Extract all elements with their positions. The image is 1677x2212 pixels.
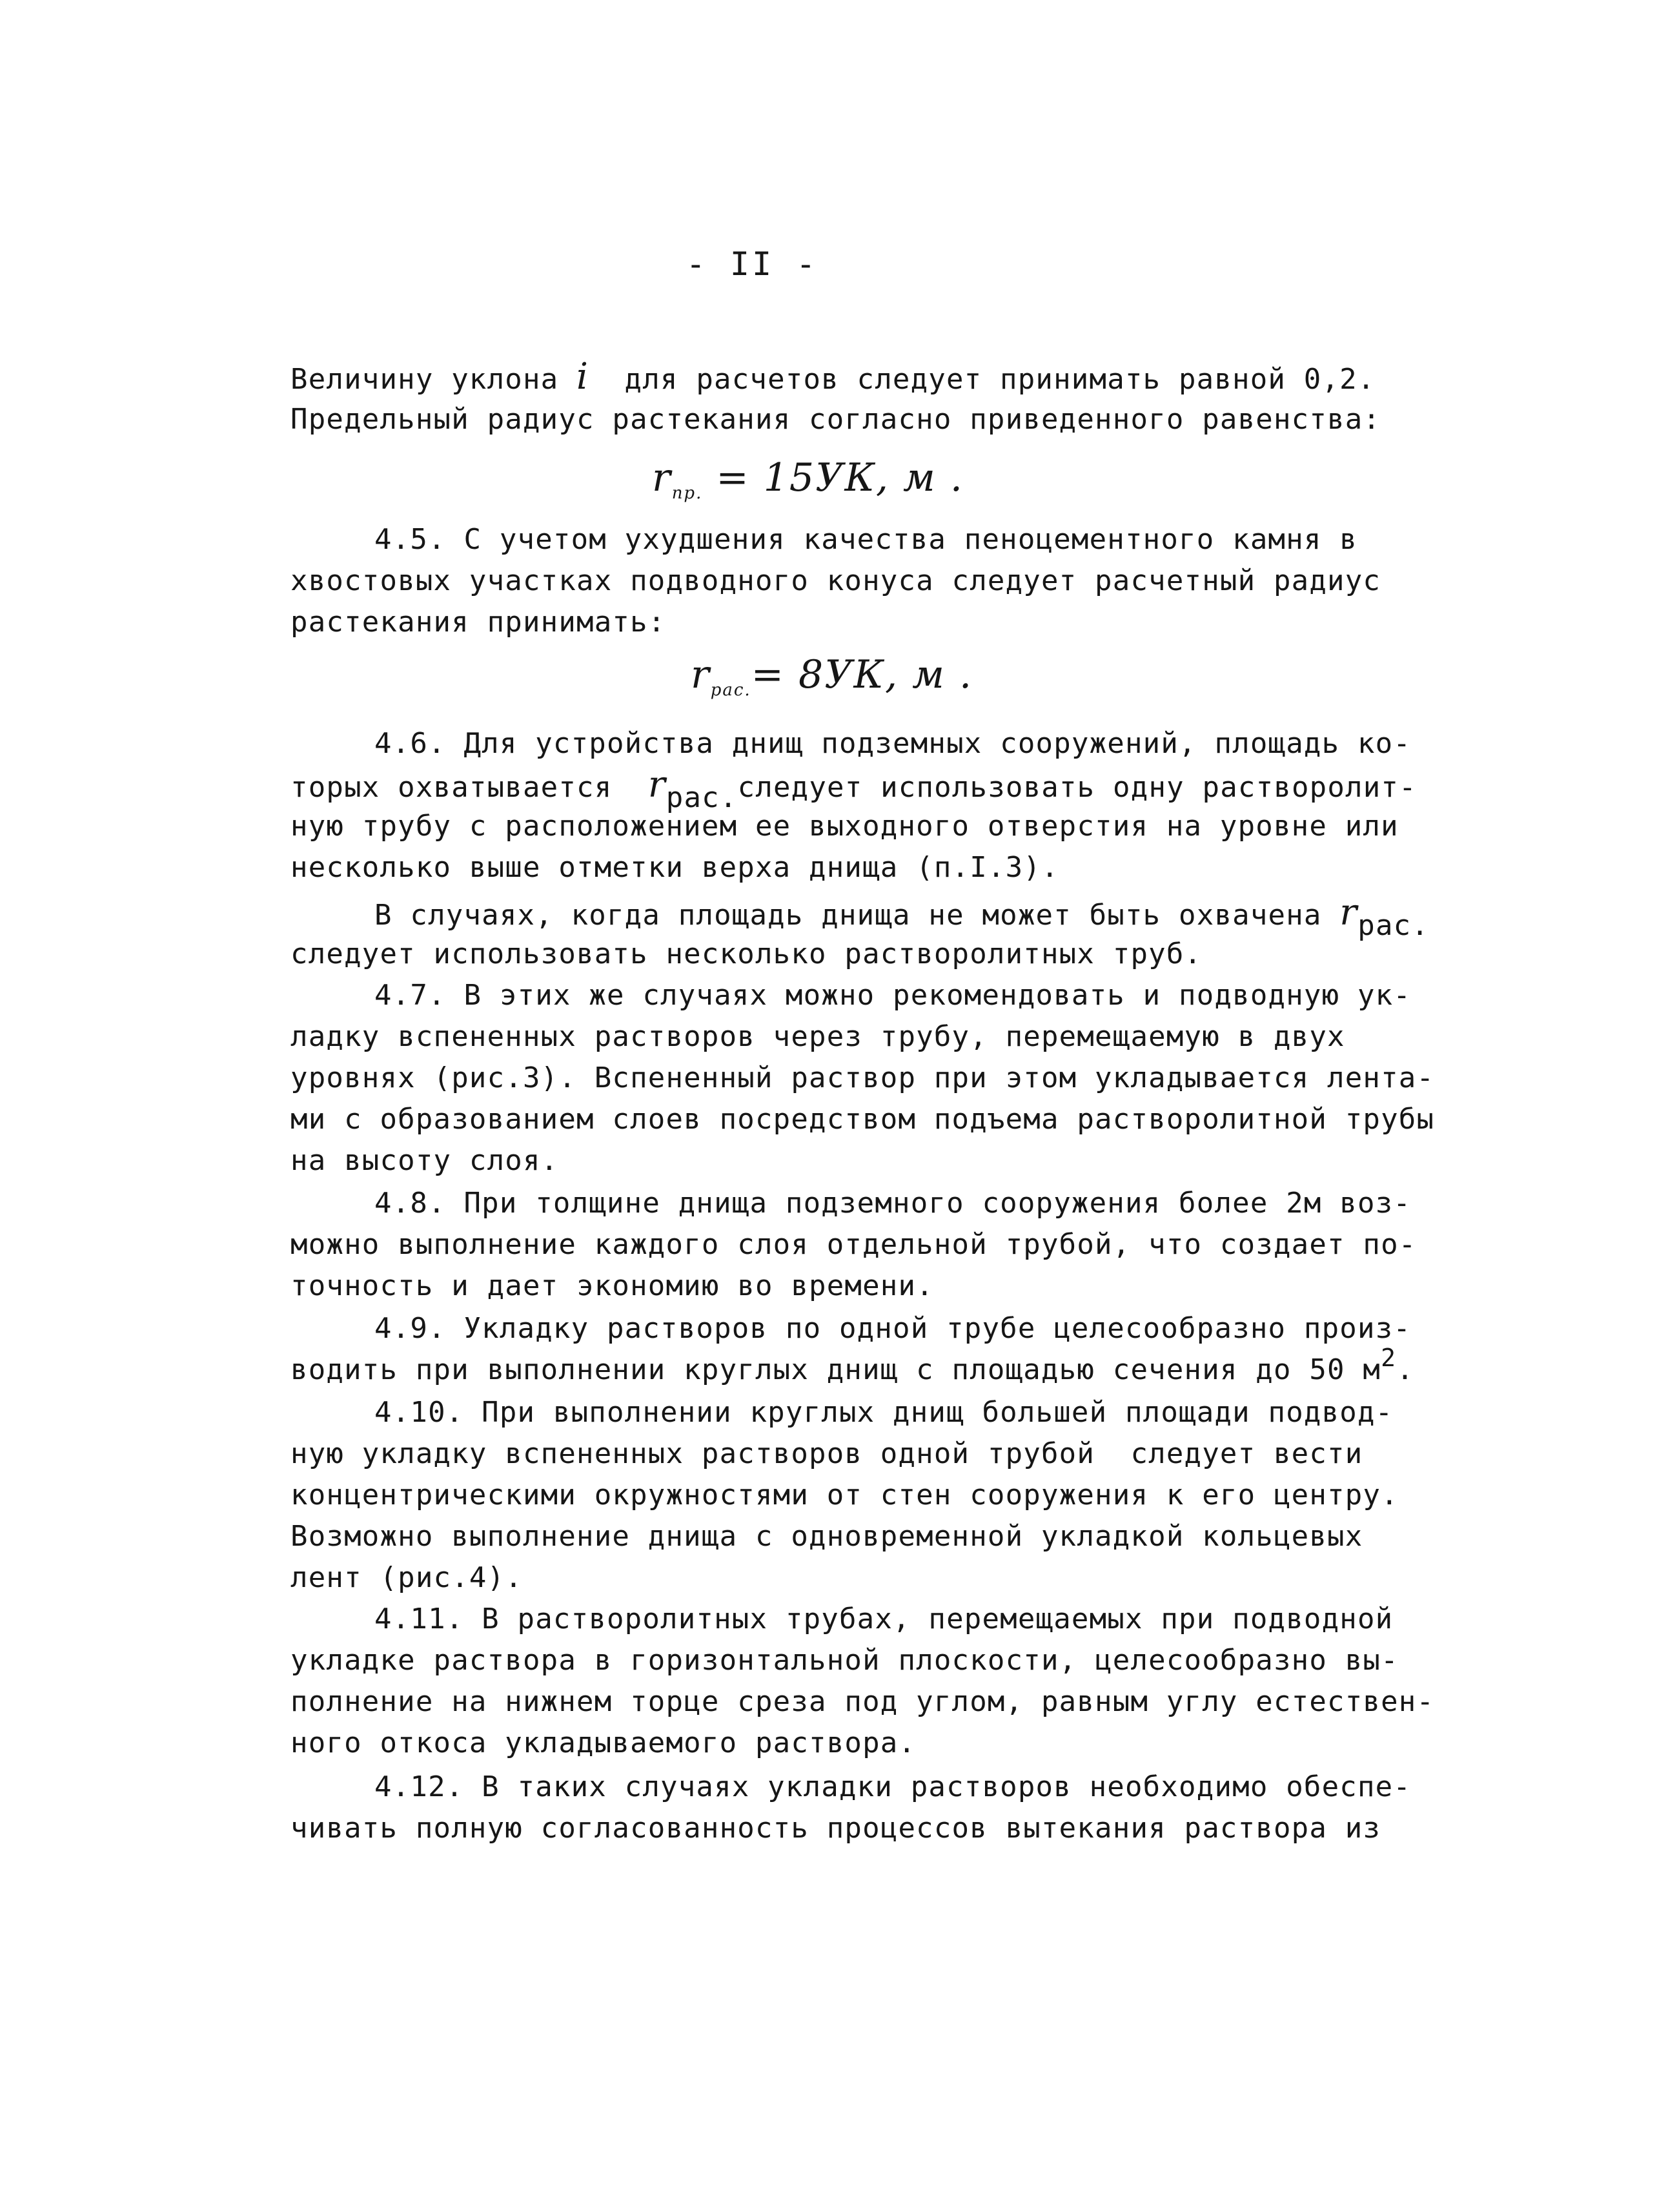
text-line-29: полнение на нижнем торце среза под углом, равным углу естествен-	[290, 1685, 1435, 1718]
text-line-13: ладку вспененных растворов через трубу, перемещаемую в двух	[290, 1020, 1345, 1053]
text-line-4: хвостовых участках подводного конуса следует расчетный радиус	[290, 564, 1381, 597]
text-line-21: водить при выполнении круглых днищ с площадью сечения до 50 $м^2$.	[290, 1344, 1414, 1386]
text-line-3: 4.5. С учетом ухудшения качества пеноцементного камня в	[374, 523, 1357, 556]
text-line-22: 4.10. При выполнении круглых днищ большей площади подвод-	[374, 1396, 1394, 1429]
text-line-15: ми с образованием слоев посредством подъема растворолитной трубы	[290, 1103, 1435, 1136]
text-line-18: можно выполнение каждого слоя отдельной трубой, что создает по-	[290, 1228, 1417, 1261]
text-line-2: Предельный радиус растекания согласно приведенного равенства:	[290, 403, 1381, 436]
text-line-24: концентрическими окружностями от стен сооружения к его центру.	[290, 1479, 1399, 1511]
text-line-28: укладке раствора в горизонтальной плоскости, целесообразно вы-	[290, 1644, 1399, 1677]
text-line-30: ного откоса укладываемого раствора.	[290, 1726, 917, 1759]
text-line-32: чивать полную согласованность процессов вытекания раствора из	[290, 1812, 1381, 1845]
text-line-23: ную укладку вспененных растворов одной трубой следует вести	[290, 1437, 1363, 1470]
text-line-31: 4.12. В таких случаях укладки растворов необходимо обеспе-	[374, 1770, 1412, 1803]
text-line-19: точность и дает экономию во времени.	[290, 1269, 934, 1302]
page-number: - II -	[686, 245, 818, 283]
text-line-7: торых охватывается rрас.следует использовать одну растворолит-	[290, 764, 1417, 814]
text-line-16: на высоту слоя.	[290, 1144, 559, 1177]
text-line-20: 4.9. Укладку растворов по одной трубе целесообразно произ-	[374, 1312, 1412, 1345]
text-line-8: ную трубу с расположением ее выходного отверстия на уровне или	[290, 810, 1399, 843]
text-line-25: Возможно выполнение днища с одновременной укладкой кольцевых	[290, 1520, 1363, 1553]
text-line-17: 4.8. При толщине днища подземного сооружения более 2м воз-	[374, 1187, 1412, 1220]
formula-design-radius: $r_{рас.}= 8УК$, м .	[691, 652, 973, 700]
text-line-27: 4.11. В растворолитных трубах, перемещаемых при подводной	[374, 1603, 1394, 1635]
formula-limit-radius: $r_{пр.} = 15УК$, м .	[652, 455, 964, 503]
text-line-1: Величину уклона i для расчетов следует принимать равной 0,2.	[290, 356, 1376, 398]
text-line-5: растекания принимать:	[290, 606, 666, 639]
text-line-6: 4.6. Для устройства днищ подземных сооружений, площадь ко-	[374, 727, 1412, 760]
text-line-10: В случаях, когда площадь днища не может быть охвачена rрас.	[374, 892, 1430, 942]
text-line-12: 4.7. В этих же случаях можно рекомендовать и подводную ук-	[374, 979, 1412, 1012]
text-line-9: несколько выше отметки верха днища (п.I.3).	[290, 851, 1059, 884]
text-line-14: уровнях (рис.3). Вспененный раствор при этом укладывается лента-	[290, 1061, 1435, 1094]
text-line-11: следует использовать несколько растворолитных труб.	[290, 937, 1203, 970]
text-line-26: лент (рис.4).	[290, 1561, 523, 1594]
